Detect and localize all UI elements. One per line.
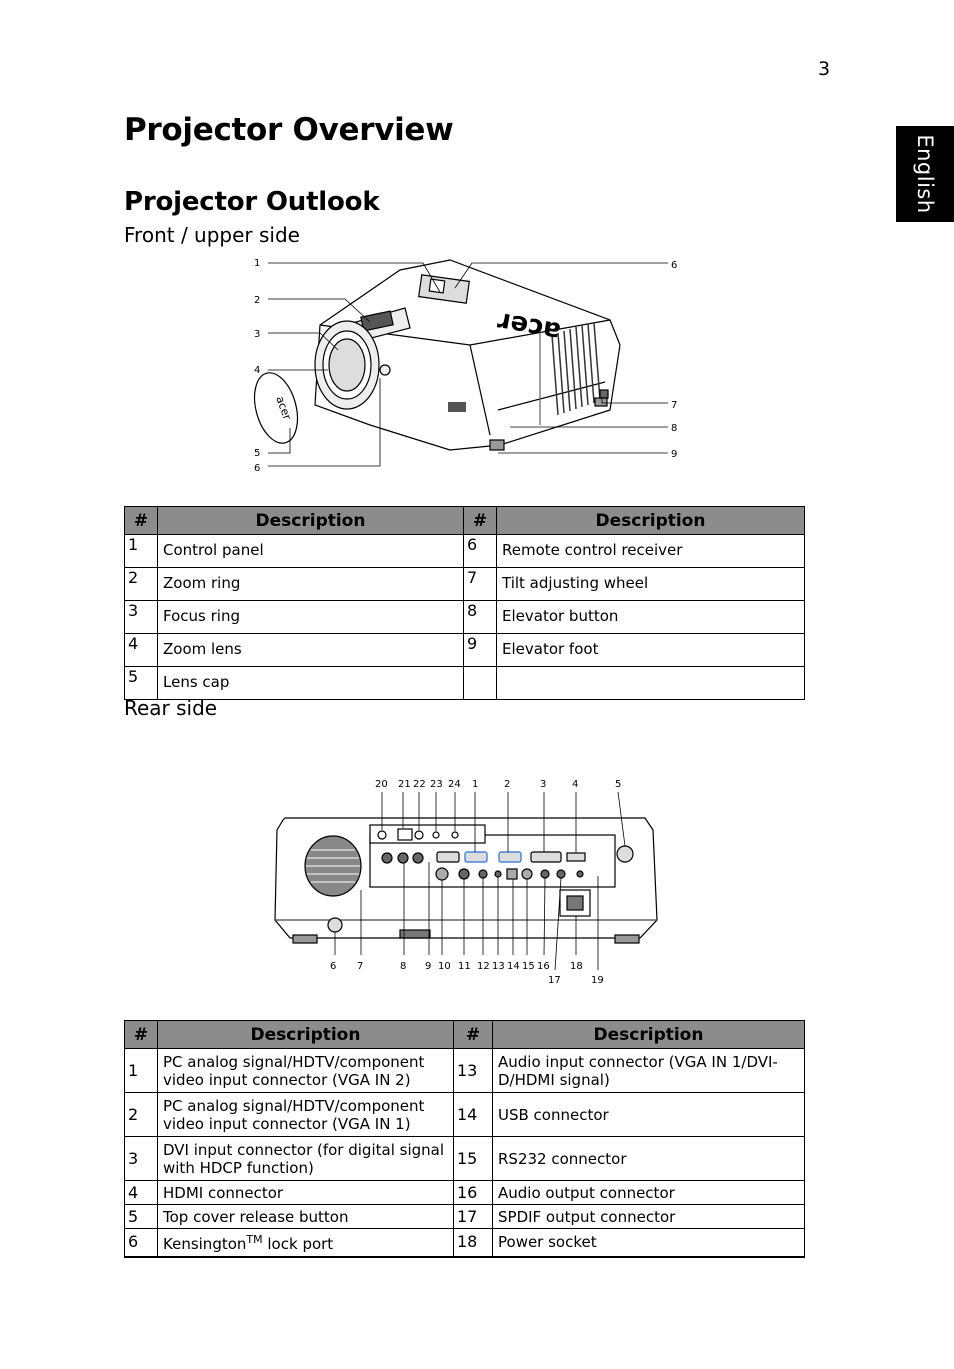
column-header: # [454, 1021, 493, 1049]
table-row [125, 601, 805, 634]
callout-r14: 14 [507, 961, 520, 972]
table-header-row [125, 1021, 805, 1049]
column-header: Description [497, 507, 805, 535]
table-header-row [125, 507, 805, 535]
callout-r5: 5 [615, 779, 622, 790]
rear-heading: Rear side [124, 696, 218, 720]
row-description: Elevator foot [497, 634, 805, 667]
top-logo-text: acer [495, 305, 563, 347]
row-number: 8 [464, 601, 497, 634]
lens-cap-logo-text: acer [273, 394, 294, 422]
row-description: Zoom ring [158, 568, 464, 601]
row-number [464, 667, 497, 700]
callout-r15: 15 [522, 961, 535, 972]
row-description: HDMI connector [158, 1181, 454, 1205]
rear-projector-figure [265, 770, 665, 990]
row-number: 17 [454, 1205, 493, 1229]
callout-r2: 2 [504, 779, 511, 790]
row-number: 4 [125, 634, 158, 667]
lock-port-text: lock port [262, 1235, 334, 1254]
row-description: USB connector [493, 1093, 805, 1137]
callout-r19: 19 [591, 975, 604, 986]
row-number: 1 [125, 535, 158, 568]
column-header: Description [493, 1021, 805, 1049]
row-description: PC analog signal/HDTV/component video input connector (VGA IN 1) [158, 1093, 454, 1137]
front-heading: Front / upper side [124, 223, 300, 247]
row-description: Lens cap [158, 667, 464, 700]
callout-3: 3 [254, 329, 261, 340]
row-description: SPDIF output connector [493, 1205, 805, 1229]
row-description: Top cover release button [158, 1205, 454, 1229]
row-description: Focus ring [158, 601, 464, 634]
callout-9: 9 [671, 449, 678, 460]
row-number: 15 [454, 1137, 493, 1181]
kensington-text: Kensington [163, 1235, 247, 1254]
callout-r11: 11 [458, 961, 471, 972]
table-row [125, 568, 805, 601]
table-row [125, 1093, 805, 1137]
row-description [497, 667, 805, 700]
row-number: 1 [125, 1049, 158, 1093]
table-row [125, 1137, 805, 1181]
table-row [125, 667, 805, 700]
row-number: 7 [464, 568, 497, 601]
row-description: Audio output connector [493, 1181, 805, 1205]
callout-6-right: 6 [671, 260, 678, 271]
row-number: 5 [125, 667, 158, 700]
callout-21: 21 [398, 779, 411, 790]
callout-22: 22 [413, 779, 426, 790]
callout-5: 5 [254, 448, 261, 459]
row-number: 6 [125, 1229, 158, 1257]
row-description: PC analog signal/HDTV/component video input connector (VGA IN 2) [158, 1049, 454, 1093]
callout-r13: 13 [492, 961, 505, 972]
row-description: Remote control receiver [497, 535, 805, 568]
front-projector-figure [240, 250, 700, 480]
callout-r12: 12 [477, 961, 490, 972]
table-row [125, 535, 805, 568]
callout-20: 20 [375, 779, 388, 790]
column-header: # [464, 507, 497, 535]
row-number: 14 [454, 1093, 493, 1137]
callout-r1: 1 [472, 779, 479, 790]
row-description: Power socket [493, 1229, 805, 1257]
callout-8: 8 [671, 423, 678, 434]
page-number: 3 [818, 58, 831, 80]
row-number: 18 [454, 1229, 493, 1257]
table-row [125, 634, 805, 667]
row-number: 2 [125, 568, 158, 601]
trademark-superscript: TM [246, 1233, 263, 1247]
callout-r8: 8 [400, 961, 407, 972]
table-row [125, 1205, 805, 1229]
callout-r16: 16 [537, 961, 550, 972]
row-description: Tilt adjusting wheel [497, 568, 805, 601]
callout-r7: 7 [357, 961, 364, 972]
callout-r9: 9 [425, 961, 432, 972]
row-number: 13 [454, 1049, 493, 1093]
column-header: Description [158, 1021, 454, 1049]
row-number: 5 [125, 1205, 158, 1229]
callout-4: 4 [254, 365, 261, 376]
language-tab-label: English [913, 134, 937, 214]
row-number: 9 [464, 634, 497, 667]
row-number: 3 [125, 1137, 158, 1181]
table-row [125, 1049, 805, 1093]
callout-7: 7 [671, 400, 678, 411]
callout-r4: 4 [572, 779, 579, 790]
callout-6-left: 6 [254, 463, 261, 474]
row-description: Zoom lens [158, 634, 464, 667]
language-tab [896, 126, 954, 222]
row-number: 2 [125, 1093, 158, 1137]
row-description: Elevator button [497, 601, 805, 634]
page-title: Projector Overview [124, 112, 454, 148]
row-description: DVI input connector (for digital signal with HDCP function) [158, 1137, 454, 1181]
callout-r6: 6 [330, 961, 337, 972]
row-description: Audio input connector (VGA IN 1/DVI-D/HDMI signal) [493, 1049, 805, 1093]
column-header: # [125, 1021, 158, 1049]
row-description: Control panel [158, 535, 464, 568]
table-row [125, 1229, 805, 1257]
callout-24: 24 [448, 779, 461, 790]
row-number: 3 [125, 601, 158, 634]
callout-r17: 17 [548, 975, 561, 986]
rear-parts-table [124, 1020, 805, 1258]
row-number: 16 [454, 1181, 493, 1205]
row-description [158, 1229, 454, 1257]
callout-2: 2 [254, 295, 261, 306]
column-header: # [125, 507, 158, 535]
callout-r3: 3 [540, 779, 547, 790]
callout-r10: 10 [438, 961, 451, 972]
callout-r18: 18 [570, 961, 583, 972]
column-header: Description [158, 507, 464, 535]
section-title: Projector Outlook [124, 187, 380, 217]
callout-1: 1 [254, 258, 261, 269]
table-row [125, 1181, 805, 1205]
front-parts-table [124, 506, 805, 700]
row-number: 4 [125, 1181, 158, 1205]
row-description: RS232 connector [493, 1137, 805, 1181]
row-number: 6 [464, 535, 497, 568]
callout-23: 23 [430, 779, 443, 790]
